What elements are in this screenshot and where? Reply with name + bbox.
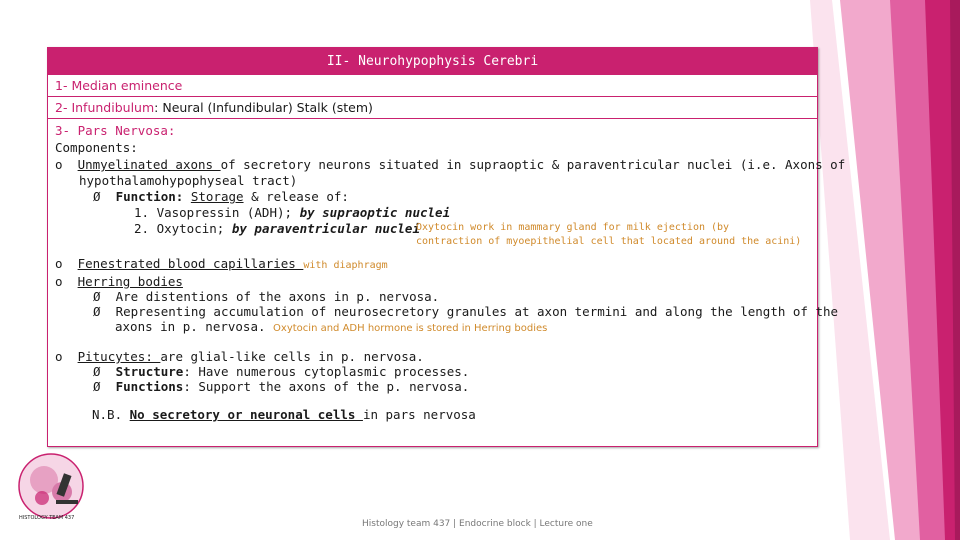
circle-bullet-icon: o [55,256,63,271]
arrow-bullet-icon: Ø [93,364,101,379]
function-line: Ø Function: Storage & release of: [93,189,349,204]
functions-line: Ø Functions: Support the axons of the p. nervosa. [93,379,470,394]
histology-team-logo [16,452,86,524]
arrow-bullet-icon: Ø [93,289,101,304]
bullet-unmyelinated: o Unmyelinated axons of secretory neurons situated in supraoptic & paraventricular nuclei (i.e. Axons of [55,157,846,172]
median-eminence-label: Median eminence [71,78,183,93]
svg-text:HISTOLOGY TEAM 437: HISTOLOGY TEAM 437 [19,515,75,521]
arrow-bullet-icon: Ø [93,379,101,394]
vasopressin-item: 1. Vasopressin (ADH); by supraoptic nuclei [134,205,451,220]
footer-text: Histology team 437 | Endocrine block | Lecture one [362,519,593,529]
herring-point-2: Ø Representing accumulation of neurosecretory granules at axon termini and along the length of the [93,304,839,319]
bullet-fenestrated: o Fenestrated blood capillaries with diaphragm [55,256,388,271]
bullet-pitucytes: o Pitucytes: are glial-like cells in p. nervosa. [55,349,424,364]
arrow-bullet-icon: Ø [93,189,101,204]
pars-title: 3- Pars Nervosa: [55,123,176,138]
oxytocin-note-1: Oxytocin work in mammary gland for milk ejection (by [416,222,730,233]
table-header: II- Neurohypophysis Cerebri [48,48,817,75]
circle-bullet-icon: o [55,274,63,289]
row-median-eminence: 1- Median eminence [48,75,817,97]
structure-line: Ø Structure: Have numerous cytoplasmic processes. [93,364,470,379]
content-table [47,47,846,447]
circle-bullet-icon: o [55,349,63,364]
components-label: Components: [55,140,138,155]
bullet-unmyelinated-cont: hypothalamohypophyseal tract) [79,173,298,188]
nb-note: N.B. No secretory or neuronal cells in pars nervosa [92,407,476,422]
row-infundibulum: 2- Infundibulum: Neural (Infundibular) Stalk (stem) [48,97,817,119]
circle-bullet-icon: o [55,157,63,172]
pars-nervosa-section [48,119,846,442]
arrow-bullet-icon: Ø [93,304,101,319]
oxytocin-note-2: contraction of myoepithelial cell that located around the acini) [416,236,802,247]
bullet-herring: o Herring bodies [55,274,183,289]
decorative-stripes [810,0,960,540]
infundibulum-text: : Neural (Infundibular) Stalk (stem) [154,100,373,115]
herring-point-1: Ø Are distentions of the axons in p. nervosa. [93,289,440,304]
herring-point-2-cont: axons in p. nervosa. Oxytocin and ADH hormone is stored in Herring bodies [115,319,548,334]
infundibulum-label: Infundibulum [71,100,155,115]
oxytocin-item: 2. Oxytocin; by paraventricular nuclei [134,221,420,236]
